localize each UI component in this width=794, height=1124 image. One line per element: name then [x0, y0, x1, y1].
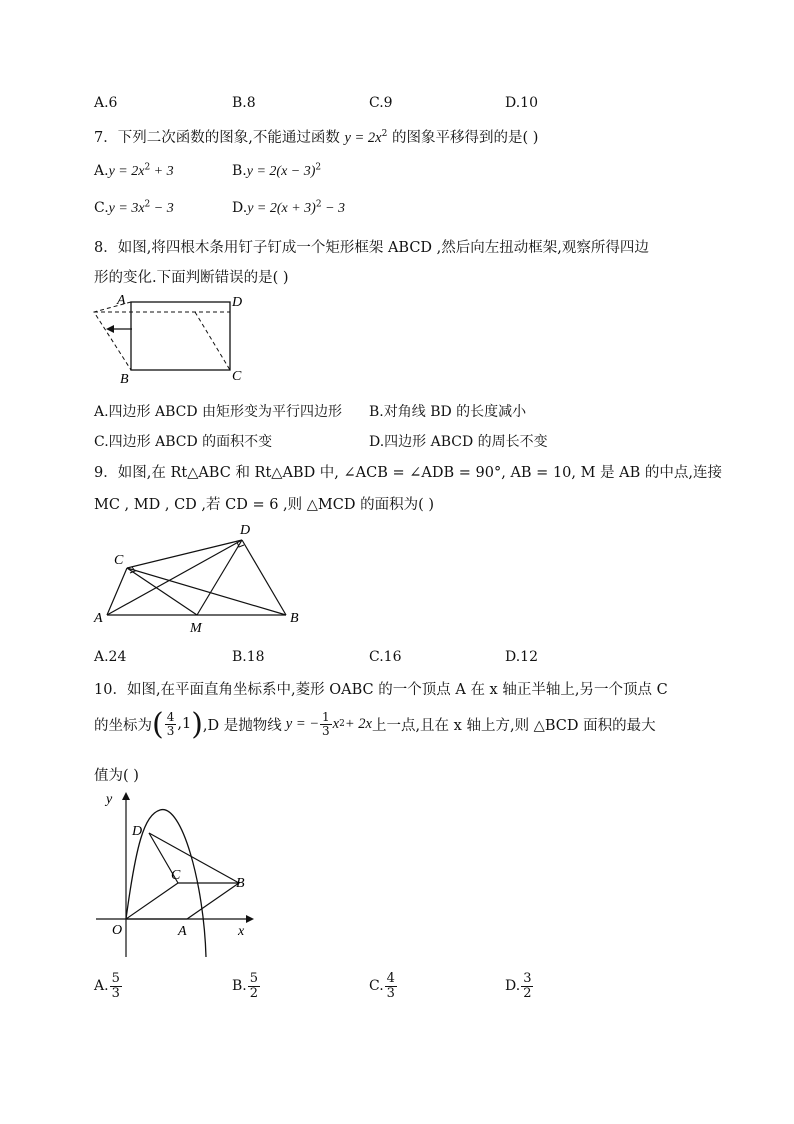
q7-option-a-exp: 2 — [144, 162, 151, 173]
q9-label-c: C — [114, 553, 124, 568]
q9-option-b: B.18 — [232, 649, 265, 665]
q10-paren-close: ) — [191, 706, 203, 742]
q6-option-a: A.6 — [94, 95, 118, 111]
q7-stem-text: 7．下列二次函数的图象,不能通过函数 — [94, 130, 340, 146]
q9-option-c: C.16 — [369, 649, 402, 665]
q7-option-c — [94, 200, 174, 217]
q10-parabola-tail: + 2x — [344, 715, 372, 732]
q8-dashed-right — [195, 312, 230, 370]
q10-coord-fraction — [165, 711, 177, 737]
q8-label-a: A — [117, 293, 126, 308]
q10-label-o: O — [112, 923, 123, 938]
q8-stem-line1: 8．如图,将四根木条用钉子钉成一个矩形框架 ABCD ,然后向左扭动框架,观察所得四边 — [94, 240, 649, 256]
q10-option-c-den: 3 — [386, 985, 395, 1001]
q10-coord-num: 4 — [166, 709, 175, 724]
q10-rhombus — [126, 883, 239, 919]
q10-option-a-fraction — [110, 972, 122, 1000]
q10-coord-tail: ,1 — [177, 716, 192, 732]
q9-label-m: M — [190, 621, 202, 636]
q8-option-c: C.四边形 ABCD 的面积不变 — [94, 434, 273, 450]
q7-stem-exponent: 2 — [381, 129, 388, 140]
q7-option-c-exp: 2 — [144, 199, 151, 210]
q10-parabola-prefix: y = − — [285, 715, 320, 732]
q10-option-c — [369, 972, 398, 1000]
q6-option-d: D.10 — [505, 95, 538, 111]
q10-label-a: A — [178, 924, 187, 939]
q9-stem-line2: MC , MD , CD ,若 CD = 6 ,则 △MCD 的面积为( ) — [94, 497, 435, 513]
q7-option-d — [232, 200, 345, 217]
q10-stem-line1: 10．如图,在平面直角坐标系中,菱形 OABC 的一个顶点 A 在 x 轴正半轴上,另一个顶点 C — [94, 682, 668, 698]
q10-option-b-den: 2 — [249, 985, 259, 1001]
q10-option-d — [505, 972, 534, 1000]
q9-figure — [92, 518, 312, 636]
q10-option-a-den: 3 — [111, 985, 120, 1001]
q7-option-a — [94, 163, 174, 180]
q10-stem-line2: 的坐标为 ( $\frac{4}{3}$ ,1 ) ,D 是抛物线 y = − $\frac{1}{3}$ x 2 + 2x 上一点,且在 x 轴上方,则 △BCD 面积的最大 — [94, 706, 656, 742]
q10-paren-open: ( — [152, 706, 164, 742]
q10-line2-text-b: ,D 是抛物线 — [202, 717, 282, 734]
q7-option-a-tail: + 3 — [150, 164, 174, 179]
q9-option-a: A.24 — [94, 649, 127, 665]
q10-option-b-fraction — [248, 972, 260, 1000]
q10-option-a-num: 5 — [111, 971, 120, 986]
q10-option-a-label: A. — [94, 978, 109, 995]
q9-option-d: D.12 — [505, 649, 538, 665]
q6-option-b: B.8 — [232, 95, 256, 111]
q10-option-d-label: D. — [505, 978, 521, 995]
q8-label-b: B — [120, 372, 129, 387]
q9-segment-ad — [107, 540, 242, 615]
q7-option-d-math: y = 2(x + 3) — [247, 201, 316, 216]
q10-parabola-num: 1 — [322, 709, 330, 724]
q9-label-a: A — [94, 611, 103, 626]
q7-option-b-exp: 2 — [315, 162, 322, 173]
q9-segment-cd — [127, 540, 242, 568]
q7-option-a-math: y = 2x — [108, 164, 145, 179]
q10-parabola-fraction — [320, 711, 332, 737]
q8-figure — [90, 290, 250, 390]
q10-option-d-den: 2 — [523, 985, 532, 1001]
q10-coord-den: 3 — [166, 723, 175, 738]
q7-option-c-label: C. — [94, 200, 109, 216]
q10-parabola-x: x — [332, 715, 340, 732]
q9-segment-dm — [197, 540, 242, 615]
q8-option-a: A.四边形 ABCD 由矩形变为平行四边形 — [94, 404, 343, 420]
q10-y-axis-arrow-icon — [122, 792, 130, 800]
q9-label-b: B — [290, 611, 299, 626]
q10-option-d-fraction — [521, 972, 533, 1000]
q9-segment-cm — [127, 568, 197, 615]
q9-label-d: D — [240, 523, 251, 538]
q10-option-c-label: C. — [369, 978, 384, 995]
q8-option-b: B.对角线 BD 的长度减小 — [369, 404, 527, 420]
q6-option-c: C.9 — [369, 95, 393, 111]
q9-segment-ac — [107, 568, 127, 615]
q10-stem-line3: 值为( ) — [94, 768, 139, 784]
q7-option-b-label: B. — [232, 163, 247, 179]
q8-option-d: D.四边形 ABCD 的周长不变 — [369, 434, 548, 450]
q10-option-a — [94, 972, 123, 1000]
q7-stem-text-end: 的图象平移得到的是( ) — [391, 130, 539, 146]
q7-option-c-tail: − 3 — [150, 201, 174, 216]
q10-line2-text-c: 上一点,且在 x 轴上方,则 △BCD 面积的最大 — [371, 717, 656, 734]
q8-label-d: D — [232, 295, 243, 310]
q8-arrow-head — [106, 325, 114, 333]
q7-option-c-math: y = 3x — [108, 201, 145, 216]
q10-label-d: D — [132, 824, 143, 839]
q7-stem-function: y = 2x — [344, 130, 382, 146]
q10-parabola-den: 3 — [322, 723, 330, 738]
q10-option-c-fraction — [385, 972, 397, 1000]
q10-option-b-num: 5 — [249, 971, 259, 986]
q10-label-c: C — [171, 868, 181, 883]
q8-label-c: C — [232, 369, 242, 384]
q10-label-b: B — [236, 876, 245, 891]
q10-option-b — [232, 972, 261, 1000]
q10-option-d-num: 3 — [523, 971, 532, 986]
q7-option-b-math: y = 2(x − 3) — [246, 164, 316, 179]
q10-line2-text: 的坐标为 — [94, 717, 152, 734]
q10-figure — [92, 785, 262, 960]
q8-stem-line2: 形的变化.下面判断错误的是( ) — [94, 270, 289, 286]
q7-option-a-label: A. — [94, 163, 109, 179]
q10-x-axis-arrow-icon — [246, 915, 254, 923]
q7-option-d-label: D. — [232, 200, 248, 216]
q10-option-c-num: 4 — [386, 971, 395, 986]
q10-label-y: y — [106, 792, 113, 807]
q7-stem — [94, 126, 538, 147]
q9-stem-line1: 9．如图,在 Rt△ABC 和 Rt△ABD 中, ∠ACB = ∠ADB = 90°, AB = 10, M 是 AB 的中点,连接 — [94, 465, 723, 481]
q10-segment-db — [149, 833, 239, 883]
q7-option-d-exp: 2 — [315, 199, 322, 210]
q10-label-x: x — [238, 924, 245, 939]
q10-option-b-label: B. — [232, 978, 247, 995]
q7-option-d-tail: − 3 — [321, 201, 346, 216]
q7-option-b — [232, 163, 321, 180]
